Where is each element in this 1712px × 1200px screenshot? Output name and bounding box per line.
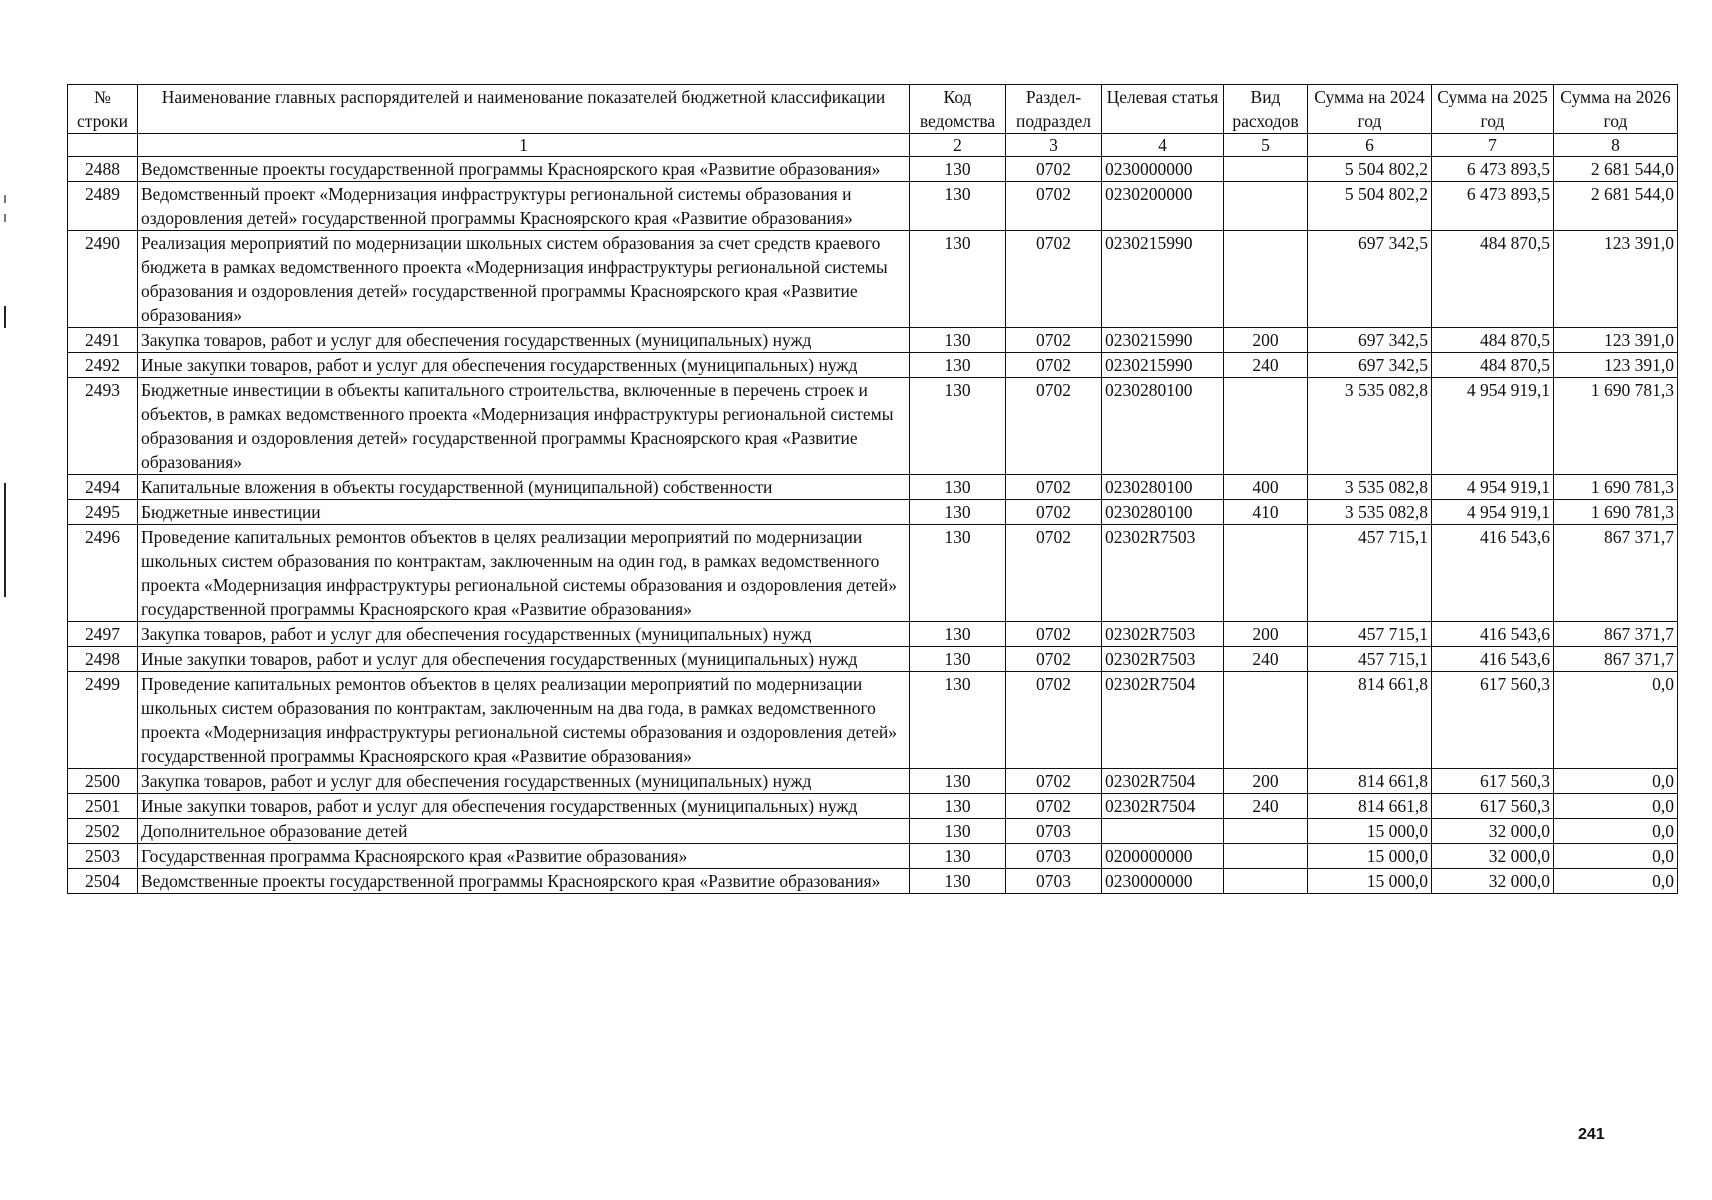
row-name-cell: Бюджетные инвестиции: [138, 500, 910, 525]
sum-2026-cell: 1 690 781,3: [1554, 500, 1678, 525]
expense-type-cell: 240: [1224, 647, 1308, 672]
table-row: [68, 378, 1678, 475]
sum-2026-cell: 1 690 781,3: [1554, 378, 1678, 475]
target-article-cell: 0230280100: [1102, 378, 1224, 475]
scan-mark: [4, 483, 6, 597]
row-number-cell: 2495: [68, 500, 138, 525]
dept-code-cell: 130: [910, 475, 1006, 500]
sum-2025-cell: 416 543,6: [1432, 622, 1554, 647]
dept-code-cell: 130: [910, 819, 1006, 844]
sum-2024-cell: 697 342,5: [1308, 328, 1432, 353]
sum-2025-cell: 4 954 919,1: [1432, 475, 1554, 500]
expense-type-cell: 410: [1224, 500, 1308, 525]
row-number-cell: 2501: [68, 794, 138, 819]
column-number: 1: [138, 134, 910, 157]
section-cell: 0702: [1006, 647, 1102, 672]
sum-2026-cell: 2 681 544,0: [1554, 182, 1678, 231]
target-article-cell: [1102, 819, 1224, 844]
section-cell: 0702: [1006, 231, 1102, 328]
column-number: 8: [1554, 134, 1678, 157]
sum-2026-cell: 867 371,7: [1554, 647, 1678, 672]
sum-2026-cell: 867 371,7: [1554, 525, 1678, 622]
sum-2024-cell: 15 000,0: [1308, 819, 1432, 844]
sum-2025-cell: 416 543,6: [1432, 647, 1554, 672]
table-row: [68, 672, 1678, 769]
sum-2024-cell: 814 661,8: [1308, 769, 1432, 794]
sum-2025-cell: 484 870,5: [1432, 328, 1554, 353]
dept-code-cell: 130: [910, 869, 1006, 894]
dept-code-cell: 130: [910, 328, 1006, 353]
table-row: [68, 500, 1678, 525]
section-cell: 0703: [1006, 869, 1102, 894]
section-cell: 0702: [1006, 378, 1102, 475]
sum-2026-cell: 0,0: [1554, 819, 1678, 844]
sum-2024-cell: 697 342,5: [1308, 231, 1432, 328]
sum-2026-cell: 0,0: [1554, 844, 1678, 869]
sum-2025-cell: 32 000,0: [1432, 869, 1554, 894]
sum-2024-cell: 814 661,8: [1308, 672, 1432, 769]
target-article-cell: 0230215990: [1102, 328, 1224, 353]
target-article-cell: 0230215990: [1102, 353, 1224, 378]
section-cell: 0702: [1006, 182, 1102, 231]
table-row: [68, 182, 1678, 231]
row-name-cell: Закупка товаров, работ и услуг для обеспечения государственных (муниципальных) нужд: [138, 622, 910, 647]
sum-2026-cell: 0,0: [1554, 869, 1678, 894]
table-row: [68, 353, 1678, 378]
dept-code-cell: 130: [910, 622, 1006, 647]
row-number-cell: 2493: [68, 378, 138, 475]
row-name-cell: Капитальные вложения в объекты государственной (муниципальной) собственности: [138, 475, 910, 500]
row-number-cell: 2488: [68, 157, 138, 182]
row-number-cell: 2498: [68, 647, 138, 672]
dept-code-cell: 130: [910, 500, 1006, 525]
column-number: 6: [1308, 134, 1432, 157]
dept-code-cell: 130: [910, 231, 1006, 328]
section-cell: 0702: [1006, 328, 1102, 353]
table-row: [68, 647, 1678, 672]
section-cell: 0702: [1006, 500, 1102, 525]
header-dept-code: Код ведомства: [910, 85, 1006, 134]
sum-2024-cell: 814 661,8: [1308, 794, 1432, 819]
dept-code-cell: 130: [910, 353, 1006, 378]
header-sum-2025: Сумма на 2025 год: [1432, 85, 1554, 134]
row-number-cell: 2504: [68, 869, 138, 894]
row-number-cell: 2491: [68, 328, 138, 353]
expense-type-cell: [1224, 819, 1308, 844]
target-article-cell: 0230280100: [1102, 500, 1224, 525]
sum-2026-cell: 2 681 544,0: [1554, 157, 1678, 182]
expense-type-cell: 200: [1224, 769, 1308, 794]
section-cell: 0702: [1006, 794, 1102, 819]
row-name-cell: Иные закупки товаров, работ и услуг для обеспечения государственных (муниципальных) нужд: [138, 647, 910, 672]
sum-2026-cell: 123 391,0: [1554, 353, 1678, 378]
row-number-cell: 2489: [68, 182, 138, 231]
target-article-cell: 02302R7504: [1102, 794, 1224, 819]
header-expense-type: Вид расходов: [1224, 85, 1308, 134]
row-number-cell: 2499: [68, 672, 138, 769]
row-number-cell: 2502: [68, 819, 138, 844]
header-sum-2024: Сумма на 2024 год: [1308, 85, 1432, 134]
row-number-cell: 2490: [68, 231, 138, 328]
column-number: 5: [1224, 134, 1308, 157]
header-sum-2026: Сумма на 2026 год: [1554, 85, 1678, 134]
scan-mark: [4, 306, 6, 328]
column-number: 7: [1432, 134, 1554, 157]
row-name-cell: Реализация мероприятий по модернизации школьных систем образования за счет средств краевого бюджета в рамках ведомственного проекта «Модернизация инфраструктуры региональной системы образования и оздоровления детей» государственной программы Красноярского края «Развитие образования»: [138, 231, 910, 328]
sum-2024-cell: 3 535 082,8: [1308, 500, 1432, 525]
table-row: [68, 231, 1678, 328]
row-name-cell: Проведение капитальных ремонтов объектов в целях реализации мероприятий по модернизации школьных систем образования по контрактам, заключенным на два года, в рамках ведомственного проекта «Модернизация инфраструктуры региональной системы образования и оздоровления детей» государственной программы Красноярского края «Развитие образования»: [138, 672, 910, 769]
table-row: [68, 819, 1678, 844]
column-number: 2: [910, 134, 1006, 157]
expense-type-cell: [1224, 844, 1308, 869]
table-row: [68, 622, 1678, 647]
table-row: [68, 794, 1678, 819]
header-row-number: № строки: [68, 85, 138, 134]
sum-2025-cell: 416 543,6: [1432, 525, 1554, 622]
sum-2024-cell: 3 535 082,8: [1308, 475, 1432, 500]
row-name-cell: Иные закупки товаров, работ и услуг для обеспечения государственных (муниципальных) нужд: [138, 353, 910, 378]
section-cell: 0703: [1006, 844, 1102, 869]
target-article-cell: 0230200000: [1102, 182, 1224, 231]
table-row: [68, 475, 1678, 500]
target-article-cell: 0230000000: [1102, 157, 1224, 182]
sum-2024-cell: 15 000,0: [1308, 844, 1432, 869]
expense-type-cell: 240: [1224, 794, 1308, 819]
row-name-cell: Закупка товаров, работ и услуг для обеспечения государственных (муниципальных) нужд: [138, 328, 910, 353]
column-number: 3: [1006, 134, 1102, 157]
section-cell: 0702: [1006, 672, 1102, 769]
expense-type-cell: 240: [1224, 353, 1308, 378]
table-row: [68, 525, 1678, 622]
target-article-cell: 0230280100: [1102, 475, 1224, 500]
dept-code-cell: 130: [910, 157, 1006, 182]
target-article-cell: 02302R7503: [1102, 647, 1224, 672]
target-article-cell: 0230000000: [1102, 869, 1224, 894]
row-number-cell: 2492: [68, 353, 138, 378]
page-number: 241: [1578, 1126, 1605, 1143]
expense-type-cell: [1224, 182, 1308, 231]
sum-2025-cell: 4 954 919,1: [1432, 500, 1554, 525]
sum-2024-cell: 3 535 082,8: [1308, 378, 1432, 475]
dept-code-cell: 130: [910, 794, 1006, 819]
target-article-cell: 0200000000: [1102, 844, 1224, 869]
row-number-cell: 2503: [68, 844, 138, 869]
header-name: Наименование главных распорядителей и наименование показателей бюджетной классификации: [138, 85, 910, 134]
expense-type-cell: [1224, 231, 1308, 328]
sum-2025-cell: 484 870,5: [1432, 231, 1554, 328]
expense-type-cell: [1224, 525, 1308, 622]
sum-2025-cell: 484 870,5: [1432, 353, 1554, 378]
table-row: [68, 869, 1678, 894]
table-header-row: [68, 85, 1678, 134]
sum-2026-cell: 0,0: [1554, 672, 1678, 769]
row-number-cell: 2496: [68, 525, 138, 622]
row-number-cell: 2494: [68, 475, 138, 500]
section-cell: 0702: [1006, 475, 1102, 500]
expense-type-cell: [1224, 378, 1308, 475]
dept-code-cell: 130: [910, 378, 1006, 475]
row-name-cell: Закупка товаров, работ и услуг для обеспечения государственных (муниципальных) нужд: [138, 769, 910, 794]
target-article-cell: 02302R7503: [1102, 525, 1224, 622]
sum-2024-cell: 15 000,0: [1308, 869, 1432, 894]
header-target-article: Целевая статья: [1102, 85, 1224, 134]
sum-2025-cell: 617 560,3: [1432, 794, 1554, 819]
row-number-cell: 2500: [68, 769, 138, 794]
column-number: 4: [1102, 134, 1224, 157]
sum-2024-cell: 697 342,5: [1308, 353, 1432, 378]
sum-2024-cell: 5 504 802,2: [1308, 182, 1432, 231]
dept-code-cell: 130: [910, 182, 1006, 231]
sum-2025-cell: 6 473 893,5: [1432, 182, 1554, 231]
section-cell: 0703: [1006, 819, 1102, 844]
dept-code-cell: 130: [910, 672, 1006, 769]
scan-mark: [4, 195, 6, 203]
target-article-cell: 02302R7504: [1102, 672, 1224, 769]
column-number-row: [68, 134, 1678, 157]
sum-2024-cell: 457 715,1: [1308, 647, 1432, 672]
sum-2025-cell: 4 954 919,1: [1432, 378, 1554, 475]
expense-type-cell: [1224, 157, 1308, 182]
sum-2025-cell: 617 560,3: [1432, 672, 1554, 769]
expense-type-cell: 200: [1224, 622, 1308, 647]
table-row: [68, 769, 1678, 794]
row-name-cell: Дополнительное образование детей: [138, 819, 910, 844]
sum-2025-cell: 32 000,0: [1432, 819, 1554, 844]
target-article-cell: 02302R7504: [1102, 769, 1224, 794]
row-name-cell: Ведомственный проект «Модернизация инфраструктуры региональной системы образования и оздоровления детей» государственной программы Красноярского края «Развитие образования»: [138, 182, 910, 231]
table-row: [68, 844, 1678, 869]
header-section: Раздел-подраздел: [1006, 85, 1102, 134]
row-name-cell: Ведомственные проекты государственной программы Красноярского края «Развитие образования»: [138, 157, 910, 182]
sum-2026-cell: 0,0: [1554, 794, 1678, 819]
expense-type-cell: 400: [1224, 475, 1308, 500]
row-number-cell: 2497: [68, 622, 138, 647]
row-name-cell: Проведение капитальных ремонтов объектов в целях реализации мероприятий по модернизации школьных систем образования по контрактам, заключенным на один год, в рамках ведомственного проекта «Модернизация инфраструктуры региональной системы образования и оздоровления детей» государственной программы Красноярского края «Развитие образования»: [138, 525, 910, 622]
sum-2026-cell: 867 371,7: [1554, 622, 1678, 647]
section-cell: 0702: [1006, 157, 1102, 182]
sum-2026-cell: 123 391,0: [1554, 231, 1678, 328]
sum-2026-cell: 0,0: [1554, 769, 1678, 794]
sum-2024-cell: 5 504 802,2: [1308, 157, 1432, 182]
budget-table: [67, 84, 1678, 894]
sum-2025-cell: 6 473 893,5: [1432, 157, 1554, 182]
dept-code-cell: 130: [910, 525, 1006, 622]
expense-type-cell: [1224, 672, 1308, 769]
target-article-cell: 0230215990: [1102, 231, 1224, 328]
sum-2024-cell: 457 715,1: [1308, 525, 1432, 622]
section-cell: 0702: [1006, 525, 1102, 622]
sum-2026-cell: 1 690 781,3: [1554, 475, 1678, 500]
scan-mark: [4, 214, 6, 222]
sum-2026-cell: 123 391,0: [1554, 328, 1678, 353]
dept-code-cell: 130: [910, 844, 1006, 869]
dept-code-cell: 130: [910, 769, 1006, 794]
sum-2025-cell: 32 000,0: [1432, 844, 1554, 869]
column-number: [68, 134, 138, 157]
expense-type-cell: [1224, 869, 1308, 894]
dept-code-cell: 130: [910, 647, 1006, 672]
row-name-cell: Бюджетные инвестиции в объекты капитального строительства, включенные в перечень строек и объектов, в рамках ведомственного проекта «Модернизация инфраструктуры региональной системы образования и оздоровления детей» государственной программы Красноярского края «Развитие образования»: [138, 378, 910, 475]
sum-2025-cell: 617 560,3: [1432, 769, 1554, 794]
target-article-cell: 02302R7503: [1102, 622, 1224, 647]
table-row: [68, 328, 1678, 353]
row-name-cell: Государственная программа Красноярского края «Развитие образования»: [138, 844, 910, 869]
row-name-cell: Ведомственные проекты государственной программы Красноярского края «Развитие образования»: [138, 869, 910, 894]
section-cell: 0702: [1006, 353, 1102, 378]
table-row: [68, 157, 1678, 182]
sum-2024-cell: 457 715,1: [1308, 622, 1432, 647]
section-cell: 0702: [1006, 622, 1102, 647]
row-name-cell: Иные закупки товаров, работ и услуг для обеспечения государственных (муниципальных) нужд: [138, 794, 910, 819]
section-cell: 0702: [1006, 769, 1102, 794]
expense-type-cell: 200: [1224, 328, 1308, 353]
